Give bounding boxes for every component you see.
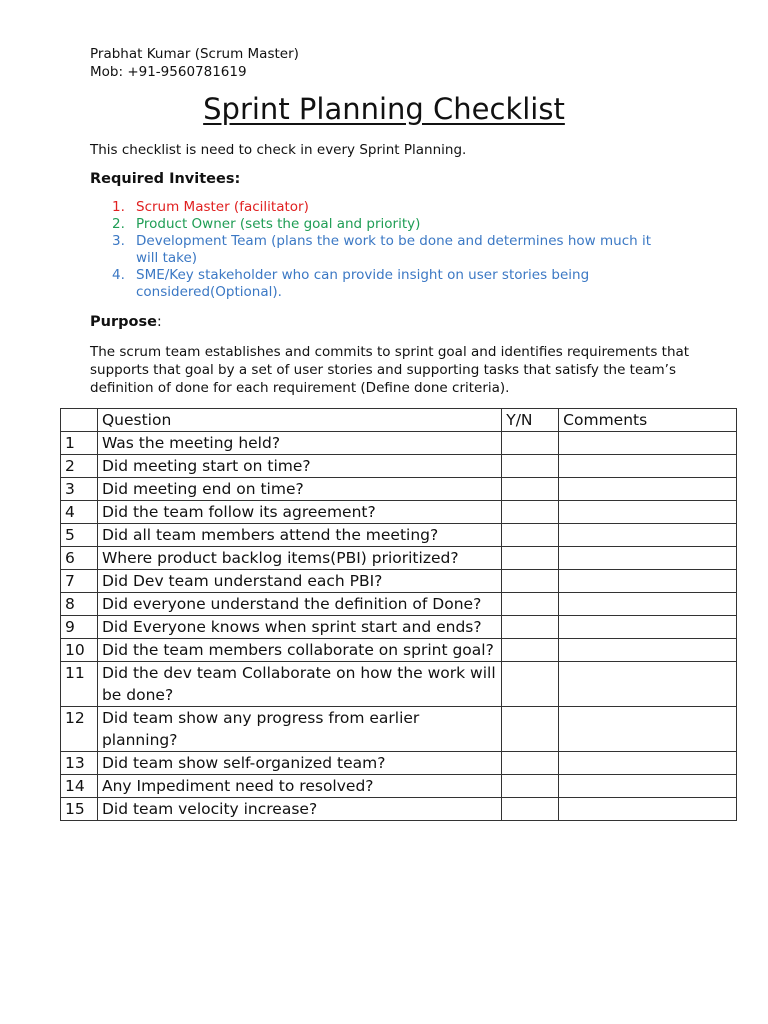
table-row	[61, 616, 737, 639]
row-comments-cell[interactable]	[559, 478, 737, 501]
invitees-list	[112, 199, 672, 301]
table-row	[61, 432, 737, 455]
row-number: 5	[61, 524, 98, 547]
invitee-number: 2.	[112, 216, 125, 232]
row-yn-cell[interactable]	[502, 798, 559, 821]
row-yn-cell[interactable]	[502, 432, 559, 455]
row-yn-cell[interactable]	[502, 775, 559, 798]
row-question: Did the team follow its agreement?	[97, 501, 501, 524]
row-number: 10	[61, 639, 98, 662]
row-yn-cell[interactable]	[502, 455, 559, 478]
row-yn-cell[interactable]	[502, 707, 559, 752]
table-row	[61, 547, 737, 570]
row-comments-cell[interactable]	[559, 570, 737, 593]
row-question: Did meeting end on time?	[97, 478, 501, 501]
row-question: Any Impediment need to resolved?	[97, 775, 501, 798]
invitee-text: Scrum Master (facilitator)	[136, 199, 309, 215]
invitee-item	[112, 267, 672, 301]
table-row	[61, 752, 737, 775]
row-question: Did everyone understand the definition of Done?	[97, 593, 501, 616]
row-yn-cell[interactable]	[502, 593, 559, 616]
author-name: Prabhat Kumar (Scrum Master)	[90, 46, 299, 62]
row-question: Did team show self-organized team?	[97, 752, 501, 775]
row-comments-cell[interactable]	[559, 593, 737, 616]
row-yn-cell[interactable]	[502, 752, 559, 775]
checklist-body	[61, 432, 737, 821]
invitee-item	[112, 233, 672, 267]
row-question: Did Everyone knows when sprint start and ends?	[97, 616, 501, 639]
row-question: Did team velocity increase?	[97, 798, 501, 821]
row-comments-cell[interactable]	[559, 501, 737, 524]
row-number: 12	[61, 707, 98, 752]
row-number: 3	[61, 478, 98, 501]
row-number: 6	[61, 547, 98, 570]
row-yn-cell[interactable]	[502, 478, 559, 501]
table-row	[61, 775, 737, 798]
invitee-item	[112, 216, 672, 233]
row-number: 15	[61, 798, 98, 821]
header-number	[61, 409, 98, 432]
row-question: Did team show any progress from earlier planning?	[97, 707, 501, 752]
row-comments-cell[interactable]	[559, 662, 737, 707]
row-number: 13	[61, 752, 98, 775]
row-yn-cell[interactable]	[502, 570, 559, 593]
row-comments-cell[interactable]	[559, 798, 737, 821]
invitee-number: 1.	[112, 199, 125, 215]
checklist-header-row	[61, 409, 737, 432]
row-comments-cell[interactable]	[559, 524, 737, 547]
row-yn-cell[interactable]	[502, 524, 559, 547]
row-question: Where product backlog items(PBI) prioritized?	[97, 547, 501, 570]
row-question: Was the meeting held?	[97, 432, 501, 455]
purpose-heading	[90, 314, 162, 330]
table-row	[61, 798, 737, 821]
header-comments: Comments	[559, 409, 737, 432]
row-yn-cell[interactable]	[502, 616, 559, 639]
row-yn-cell[interactable]	[502, 501, 559, 524]
required-invitees-heading: Required Invitees:	[90, 171, 241, 187]
header-yn: Y/N	[502, 409, 559, 432]
row-comments-cell[interactable]	[559, 707, 737, 752]
header-question: Question	[97, 409, 501, 432]
table-row	[61, 707, 737, 752]
row-number: 7	[61, 570, 98, 593]
checklist-table	[60, 408, 737, 821]
invitee-text: Development Team (plans the work to be done and determines how much it will take)	[136, 233, 652, 266]
row-number: 11	[61, 662, 98, 707]
purpose-heading-label: Purpose	[90, 314, 157, 330]
table-row	[61, 524, 737, 547]
purpose-heading-colon: :	[156, 314, 162, 330]
row-comments-cell[interactable]	[559, 547, 737, 570]
row-question: Did meeting start on time?	[97, 455, 501, 478]
row-yn-cell[interactable]	[502, 547, 559, 570]
row-number: 2	[61, 455, 98, 478]
row-comments-cell[interactable]	[559, 752, 737, 775]
row-question: Did Dev team understand each PBI?	[97, 570, 501, 593]
table-row	[61, 593, 737, 616]
row-comments-cell[interactable]	[559, 616, 737, 639]
row-comments-cell[interactable]	[559, 639, 737, 662]
row-comments-cell[interactable]	[559, 432, 737, 455]
invitee-number: 3.	[112, 233, 125, 249]
row-number: 4	[61, 501, 98, 524]
purpose-text: The scrum team establishes and commits to sprint goal and identifies requirements that supports that goal by a set of user stories and supporting tasks that satisfy the team’s definition of done for each requirement (Define done criteria).	[90, 344, 690, 396]
row-yn-cell[interactable]	[502, 639, 559, 662]
row-number: 8	[61, 593, 98, 616]
row-number: 14	[61, 775, 98, 798]
invitee-item	[112, 199, 672, 216]
row-question: Did the team members collaborate on sprint goal?	[97, 639, 501, 662]
invitee-number: 4.	[112, 267, 125, 283]
row-yn-cell[interactable]	[502, 662, 559, 707]
table-row	[61, 455, 737, 478]
table-row	[61, 639, 737, 662]
row-comments-cell[interactable]	[559, 455, 737, 478]
invitee-text: SME/Key stakeholder who can provide insight on user stories being considered(Optional).	[136, 267, 590, 300]
row-question: Did all team members attend the meeting?	[97, 524, 501, 547]
page-title: Sprint Planning Checklist	[203, 92, 565, 126]
row-number: 9	[61, 616, 98, 639]
row-question: Did the dev team Collaborate on how the work will be done?	[97, 662, 501, 707]
intro-text: This checklist is need to check in every Sprint Planning.	[90, 142, 467, 158]
table-row	[61, 501, 737, 524]
author-block	[90, 45, 299, 81]
table-row	[61, 478, 737, 501]
row-comments-cell[interactable]	[559, 775, 737, 798]
invitee-text: Product Owner (sets the goal and priority)	[136, 216, 421, 232]
author-mobile: Mob: +91-9560781619	[90, 64, 247, 80]
table-row	[61, 570, 737, 593]
table-row	[61, 662, 737, 707]
row-number: 1	[61, 432, 98, 455]
